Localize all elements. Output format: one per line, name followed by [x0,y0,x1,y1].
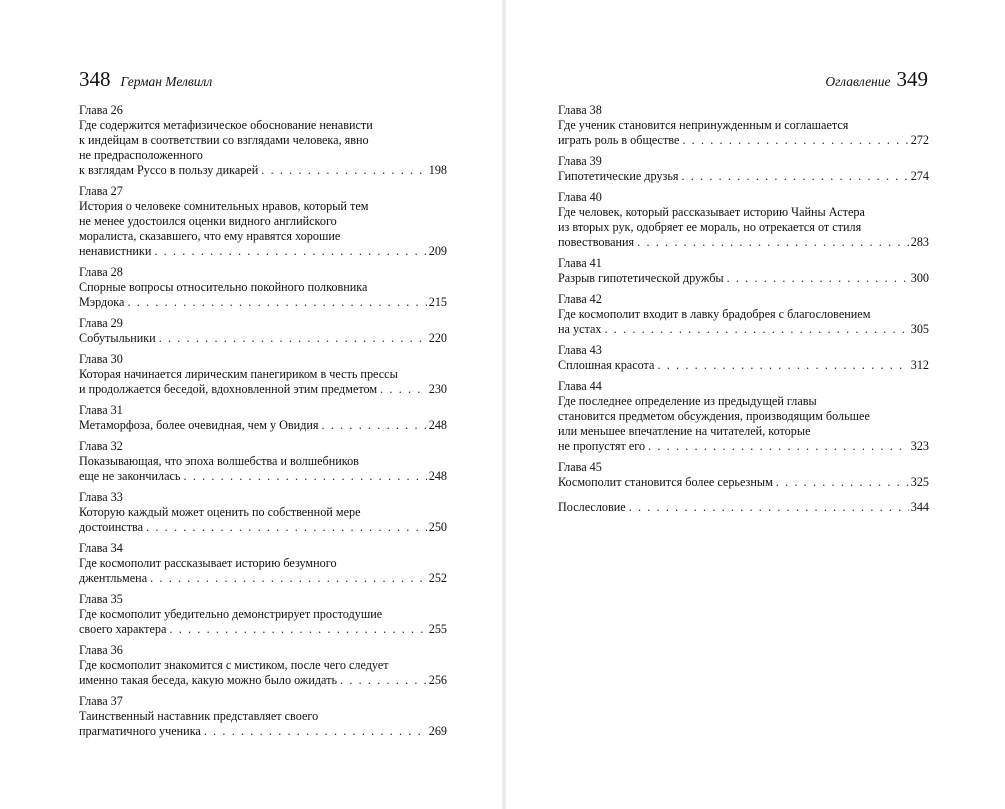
toc-entry-title-line: Которую каждый может оценить по собственной мере [79,505,361,519]
toc-entry-final-line [79,622,447,637]
chapter-label: Глава 35 [79,592,123,606]
toc-entry-page-number: 250 [428,520,447,534]
chapter-label: Глава 38 [558,103,602,117]
right-running-title: Оглавление [825,74,891,89]
toc-entry-title: на устах [558,322,602,336]
dot-leader [322,418,427,433]
toc-entry-final-line [558,322,929,337]
toc-entry-final-line [79,244,447,259]
toc-entry-title: и продолжается беседой, вдохновленной этим предметом [79,382,378,396]
toc-entry-title: Разрыв гипотетической дружбы [558,271,724,285]
toc-entry-title-line: Где ученик становится непринужденным и соглашается [558,118,849,132]
toc-entry[interactable] [79,316,447,346]
toc-entry-title: прагматичного ученика [79,724,201,738]
toc-entry-title: Гипотетические друзья [558,169,679,183]
left-running-title: Герман Мелвилл [120,74,213,89]
toc-entry[interactable] [558,190,929,250]
toc-entry[interactable] [79,541,447,586]
toc-entry-page-number: 256 [428,673,447,687]
toc-entry[interactable] [558,292,929,337]
toc-entry[interactable] [79,694,447,739]
toc-entry[interactable] [79,439,447,484]
toc-entry-final-line [79,163,447,178]
toc-entry[interactable] [79,184,447,259]
toc-entry-final-line [79,520,447,535]
toc-entry[interactable] [79,643,447,688]
dot-leader [682,169,909,184]
toc-entry-page-number: 198 [428,163,447,177]
toc-entry-page-number: 274 [910,169,929,183]
toc-entry-title-line: Где человек, который рассказывает историю Чайны Астера [558,205,865,219]
toc-entry-title-line: или меньшее впечатление на читателей, которые [558,424,811,438]
left-page-number: 348 [79,67,111,91]
toc-entry-afterword[interactable] [558,500,929,515]
dot-leader [657,358,908,373]
toc-entry-title-line: Где космополит входит в лавку брадобрея с благословением [558,307,871,321]
toc-entry-page-number: 248 [428,418,447,432]
dot-leader [127,295,426,310]
toc-entry-title-line: не менее удостоился оценки видного английского [79,214,337,228]
toc-entry-title-line: Где космополит знакомится с мистиком, после чего следует [79,658,389,672]
toc-entry[interactable] [558,256,929,286]
toc-entry-title: Сплошная красота [558,358,655,372]
toc-entry[interactable] [558,460,929,490]
toc-entry-final-line [558,500,929,515]
toc-entry-page-number: 220 [428,331,447,345]
right-page [506,0,1005,809]
toc-entry-title: еще не закончилась [79,469,181,483]
table-of-contents-left [79,103,447,745]
toc-entry-page-number: 305 [910,322,929,336]
chapter-label: Глава 39 [558,154,602,168]
dot-leader [637,235,909,250]
toc-entry-title-line: становится предметом обсуждения, производящим большее [558,409,870,423]
chapter-label: Глава 29 [79,316,123,330]
dot-leader [261,163,426,178]
toc-entry-final-line [558,439,929,454]
toc-entry-title: Послесловие [558,500,626,514]
toc-entry-page-number: 272 [910,133,929,147]
toc-right-entries [558,103,929,490]
toc-entry-page-number: 344 [910,500,929,514]
chapter-label: Глава 43 [558,343,602,357]
toc-entry-title-line: к индейцам в соответствии со взглядами человека, явно [79,133,369,147]
dot-leader [380,382,427,397]
toc-entry-title: не пропустят его [558,439,646,453]
toc-entry-page-number: 248 [428,469,447,483]
right-page-header [825,66,928,92]
toc-entry-title: джентльмена [79,571,148,585]
toc-entry-final-line [79,382,447,397]
toc-entry-final-line [79,673,447,688]
toc-entry-final-line [558,358,929,373]
toc-entry-page-number: 255 [428,622,447,636]
dot-leader [146,520,427,535]
chapter-label: Глава 42 [558,292,602,306]
chapter-label: Глава 36 [79,643,123,657]
dot-leader [629,500,909,515]
chapter-label: Глава 44 [558,379,602,393]
chapter-label: Глава 31 [79,403,123,417]
toc-entry[interactable] [79,265,447,310]
toc-entry[interactable] [558,103,929,148]
chapter-label: Глава 37 [79,694,123,708]
dot-leader [204,724,427,739]
chapter-label: Глава 32 [79,439,123,453]
chapter-label: Глава 30 [79,352,123,366]
left-page-header [79,66,212,92]
chapter-label: Глава 40 [558,190,602,204]
toc-entry-final-line [558,169,929,184]
toc-entry-title-line: История о человеке сомнительных нравов, который тем [79,199,369,213]
dot-leader [682,133,908,148]
toc-entry-final-line [558,475,929,490]
toc-entry-title: именно такая беседа, какую можно было ожидать [79,673,338,687]
toc-entry-page-number: 312 [910,358,929,372]
toc-entry-title: к взглядам Руссо в пользу дикарей [79,163,259,177]
dot-leader [776,475,909,490]
toc-entry-title-line: Где космополит убедительно демонстрирует простодушие [79,607,383,621]
toc-entry-final-line [79,571,447,586]
toc-entry-title-line: Таинственный наставник представляет своего [79,709,319,723]
toc-entry-title-line: из вторых рук, одобряет ее мораль, но отрекается от стиля [558,220,862,234]
dot-leader [150,571,427,586]
toc-entry-page-number: 230 [428,382,447,396]
toc-entry-title: Мэрдока [79,295,125,309]
toc-entry-title: Метаморфоза, более очевидная, чем у Овидия [79,418,319,432]
toc-entry-title: своего характера [79,622,167,636]
toc-entry[interactable] [79,352,447,397]
toc-entry-title: достоинства [79,520,144,534]
toc-entry[interactable] [79,403,447,433]
toc-entry-page-number: 283 [910,235,929,249]
toc-entry[interactable] [558,343,929,373]
toc-entry-final-line [79,418,447,433]
dot-leader [154,244,426,259]
chapter-label: Глава 26 [79,103,123,117]
toc-entry-title: повествования [558,235,635,249]
chapter-label: Глава 45 [558,460,602,474]
dot-leader [159,331,427,346]
toc-entry-title-line: моралиста, сказавшего, что ему нравятся хорошие [79,229,341,243]
toc-entry-title: Космополит становится более серьезным [558,475,773,489]
left-page [0,0,502,809]
toc-entry[interactable] [79,490,447,535]
toc-entry-title: играть роль в обществе [558,133,680,147]
chapter-label: Глава 34 [79,541,123,555]
toc-entry-title-line: Где содержится метафизическое обоснование ненависти [79,118,373,132]
toc-entry-title-line: Которая начинается лирическим панегириком в честь прессы [79,367,398,381]
chapter-label: Глава 27 [79,184,123,198]
toc-entry-page-number: 325 [910,475,929,489]
toc-entry-page-number: 300 [910,271,929,285]
toc-entry-page-number: 209 [428,244,447,258]
table-of-contents-right [558,103,929,521]
dot-leader [604,322,908,337]
toc-entry-final-line [558,133,929,148]
toc-entry-final-line [558,271,929,286]
toc-entry-final-line [79,331,447,346]
toc-entry-title: Собутыльники [79,331,156,345]
toc-entry[interactable] [79,592,447,637]
toc-entry-title: ненавистники [79,244,152,258]
chapter-label: Глава 41 [558,256,602,270]
dot-leader [340,673,427,688]
dot-leader [727,271,909,286]
toc-entry[interactable] [558,154,929,184]
dot-leader [183,469,426,484]
right-page-number: 349 [896,67,928,91]
toc-entry-page-number: 269 [428,724,447,738]
toc-entry-final-line [79,295,447,310]
chapter-label: Глава 28 [79,265,123,279]
toc-entry-page-number: 323 [910,439,929,453]
toc-entry-title-line: Спорные вопросы относительно покойного полковника [79,280,368,294]
toc-entry[interactable] [79,103,447,178]
toc-entry-final-line [558,235,929,250]
toc-entry-page-number: 215 [428,295,447,309]
toc-entry-final-line [79,724,447,739]
toc-entry-title-line: не предрасположенного [79,148,203,162]
toc-entry-title-line: Показывающая, что эпоха волшебства и волшебников [79,454,359,468]
toc-entry-final-line [79,469,447,484]
chapter-label: Глава 33 [79,490,123,504]
dot-leader [648,439,909,454]
toc-entry-page-number: 252 [428,571,447,585]
toc-entry-title-line: Где космополит рассказывает историю безумного [79,556,337,570]
toc-entry[interactable] [558,379,929,454]
toc-entry-title-line: Где последнее определение из предыдущей главы [558,394,817,408]
dot-leader [169,622,426,637]
